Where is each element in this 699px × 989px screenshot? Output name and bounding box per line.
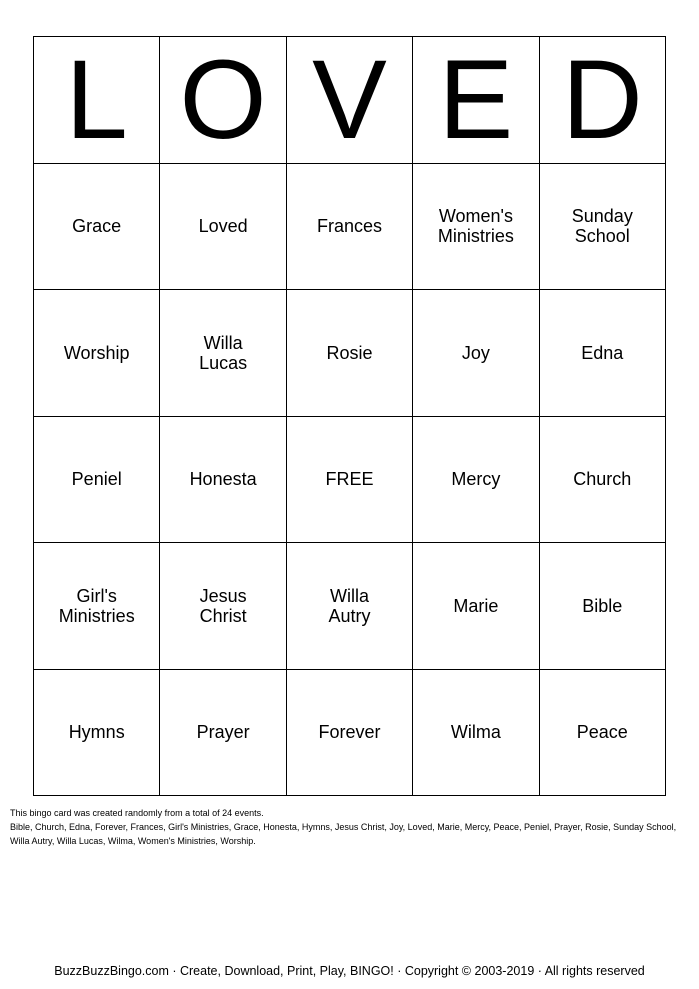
card-note [10,806,690,848]
bingo-cell: Girl's Ministries [34,543,160,670]
bingo-cell: Wilma [413,670,539,797]
bingo-cell: Rosie [287,290,413,417]
header-letter-e: E [413,37,539,164]
bingo-cell: Worship [34,290,160,417]
bingo-cell: Peniel [34,417,160,544]
note-word-list: Bible, Church, Edna, Forever, Frances, Girl's Ministries, Grace, Honesta, Hymns, Jesus Christ, Joy, Loved, Marie, Mercy, Peace, Peniel, Prayer, Rosie, Sunday School, Willa Autry, Willa Lucas, Wilma, Women's Ministries, Worship. [10,822,677,846]
bingo-cell: Jesus Christ [160,543,286,670]
bingo-cell: Church [540,417,666,544]
bingo-cell: Willa Lucas [160,290,286,417]
header-letter-d: D [540,37,666,164]
bingo-cell: Honesta [160,417,286,544]
bingo-cell: Edna [540,290,666,417]
bingo-cell: Joy [413,290,539,417]
bingo-cell: Mercy [413,417,539,544]
bingo-cell: Prayer [160,670,286,797]
header-letter-v: V [287,37,413,164]
page-footer: BuzzBuzzBingo.com · Create, Download, Print, Play, BINGO! · Copyright © 2003-2019 · All rights reserved [54,964,645,978]
bingo-cell: Forever [287,670,413,797]
bingo-cell: Sunday School [540,164,666,291]
bingo-cell: Bible [540,543,666,670]
bingo-cell: Grace [34,164,160,291]
note-summary: This bingo card was created randomly from a total of 24 events. [10,808,264,818]
bingo-cell: Frances [287,164,413,291]
bingo-card [33,36,666,796]
free-cell: FREE [287,417,413,544]
bingo-cell: Marie [413,543,539,670]
bingo-cell: Loved [160,164,286,291]
bingo-cell: Hymns [34,670,160,797]
bingo-cell: Women's Ministries [413,164,539,291]
bingo-cell: Willa Autry [287,543,413,670]
header-letter-l: L [34,37,160,164]
bingo-cell: Peace [540,670,666,797]
header-letter-o: O [160,37,286,164]
